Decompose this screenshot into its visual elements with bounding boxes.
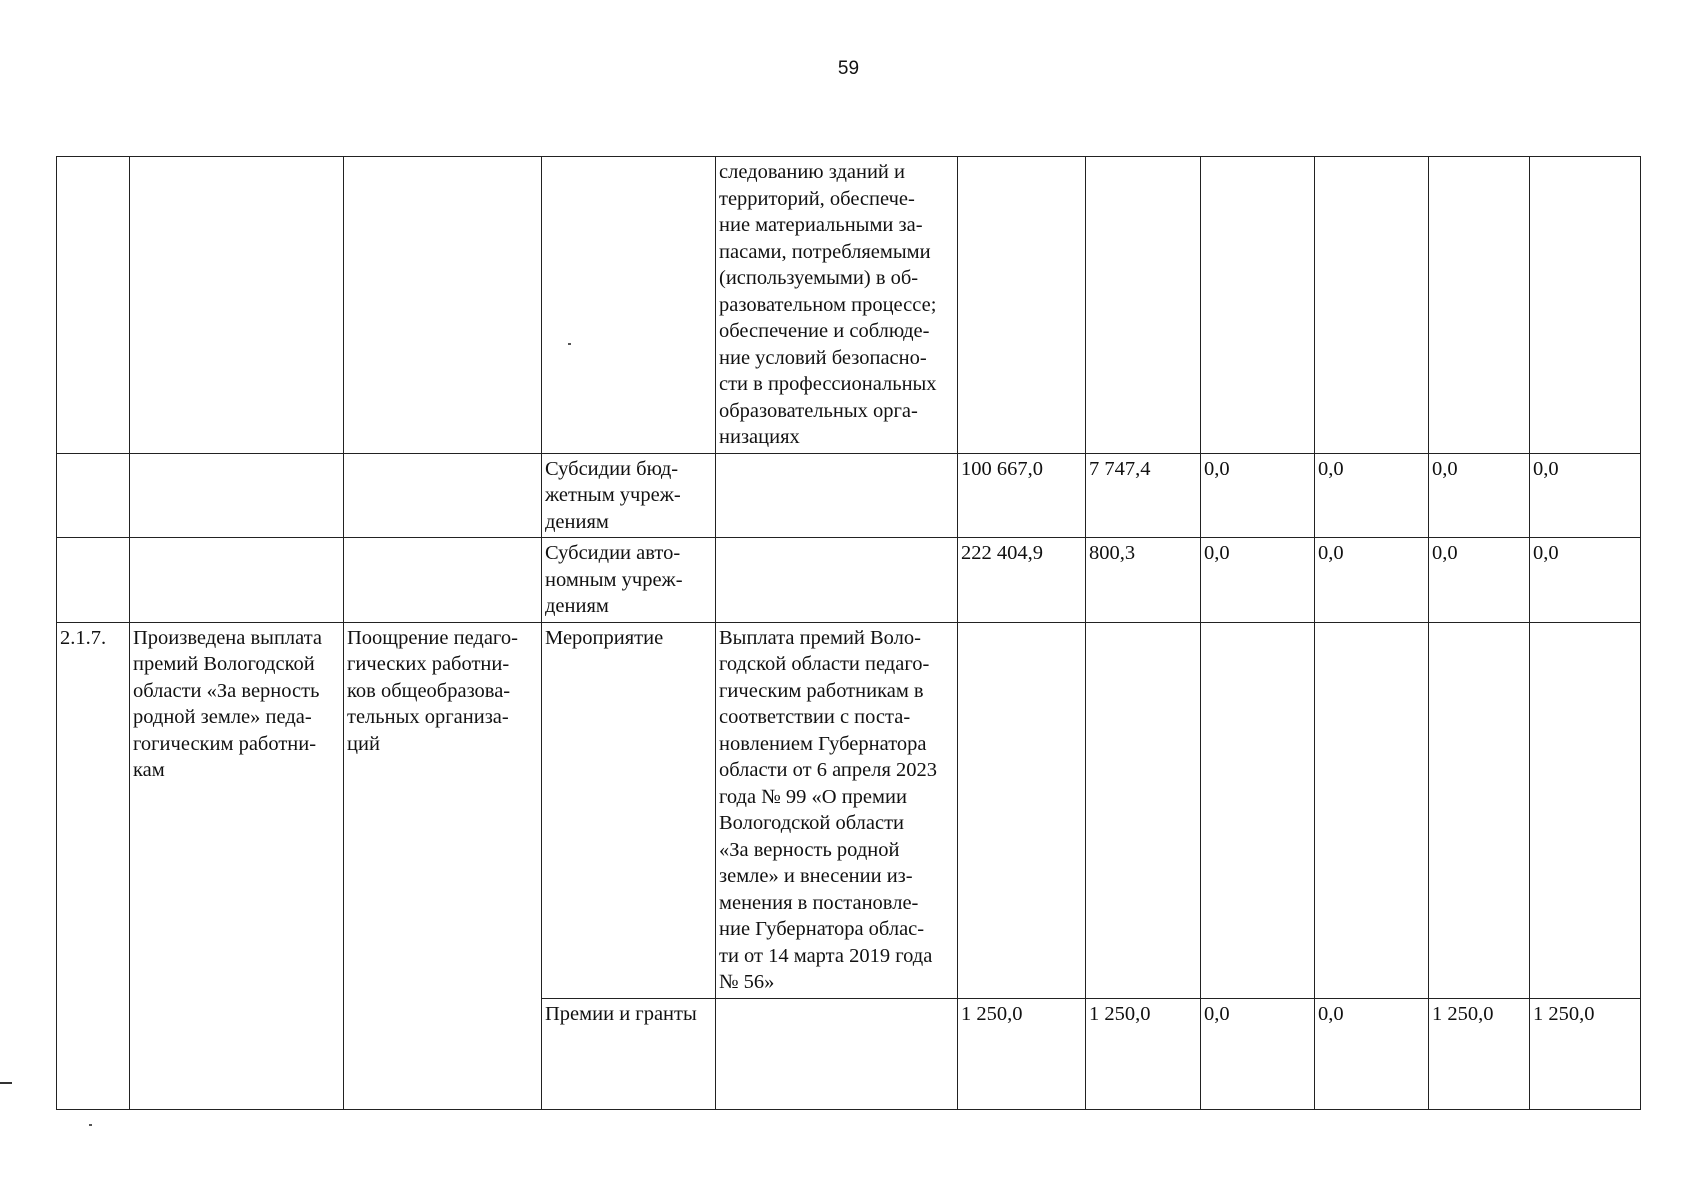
cell-value bbox=[1530, 622, 1641, 998]
cell-value: 0,0 bbox=[1429, 538, 1530, 623]
cell-value: 0,0 bbox=[1530, 453, 1641, 538]
cell-value bbox=[1429, 622, 1530, 998]
cell-value bbox=[1530, 157, 1641, 454]
cell-result bbox=[130, 453, 344, 538]
cell-value bbox=[1315, 157, 1429, 454]
cell-value: 1 250,0 bbox=[1086, 998, 1201, 1110]
cell-goal bbox=[344, 453, 542, 538]
cell-type bbox=[542, 453, 716, 538]
cell-goal bbox=[344, 157, 542, 454]
cell-value: 0,0 bbox=[1201, 538, 1315, 623]
result-text: Произведена выплата премий Вологодской области «За верность родной земле» педа- гогическим работни- кам bbox=[133, 626, 323, 781]
cell-type bbox=[542, 538, 716, 623]
cell-type: Мероприятие bbox=[542, 622, 716, 998]
table-row bbox=[57, 622, 1641, 998]
cell-result bbox=[130, 157, 344, 454]
cell-value bbox=[1086, 622, 1201, 998]
cell-value bbox=[1201, 622, 1315, 998]
cell-value bbox=[958, 622, 1086, 998]
table-row bbox=[57, 453, 1641, 538]
cell-value bbox=[1429, 157, 1530, 454]
description-text: Выплата премий Воло- годской области педаго- гическим работникам в соответствии с поста- новлением Губернатора области от 6 апреля 2023 года № 99 «О премии Вологодской области «За верность родной земле» и внесении из- менения в постановле- ние Губернатора облас- ти от 14 марта 2019 года № 56» bbox=[719, 626, 938, 993]
cell-value: 1 250,0 bbox=[1429, 998, 1530, 1110]
cell-num: 2.1.7. bbox=[57, 622, 130, 1110]
cell-value: 0,0 bbox=[1315, 998, 1429, 1110]
cell-result bbox=[130, 538, 344, 623]
cell-value: 800,3 bbox=[1086, 538, 1201, 623]
cell-value: 0,0 bbox=[1201, 998, 1315, 1110]
cell-type: Премии и гранты bbox=[542, 998, 716, 1110]
cell-value bbox=[1315, 622, 1429, 998]
cell-value bbox=[958, 157, 1086, 454]
cell-value: 0,0 bbox=[1315, 538, 1429, 623]
budget-table bbox=[56, 156, 1641, 1110]
cell-description bbox=[716, 622, 958, 998]
goal-text: Поощрение педаго- гических работни- ков общеобразова- тельных организа- ций bbox=[347, 626, 518, 755]
cell-value: 1 250,0 bbox=[958, 998, 1086, 1110]
cell-result bbox=[130, 622, 344, 1110]
cell-description bbox=[716, 538, 958, 623]
cell-value: 1 250,0 bbox=[1530, 998, 1641, 1110]
cell-value: 0,0 bbox=[1429, 453, 1530, 538]
cell-value bbox=[1201, 157, 1315, 454]
scan-speck bbox=[568, 343, 571, 345]
type-text: Субсидии авто- номным учреж- дениям bbox=[545, 542, 683, 617]
table-row bbox=[57, 157, 1641, 454]
cell-description bbox=[716, 157, 958, 454]
cell-value: 0,0 bbox=[1315, 453, 1429, 538]
cell-value: 222 404,9 bbox=[958, 538, 1086, 623]
cell-description bbox=[716, 453, 958, 538]
cell-value: 100 667,0 bbox=[958, 453, 1086, 538]
type-text: Субсидии бюд- жетным учреж- дениям bbox=[545, 457, 681, 533]
cell-value: 0,0 bbox=[1530, 538, 1641, 623]
description-text: следованию зданий и территорий, обеспече- ние материальными за- пасами, потребляемыми (используемыми) в об- разовательном процессе; обеспечение и соблюде- ние условий безопасно- сти в профессиональных образовательных орга- низациях bbox=[719, 161, 937, 448]
scan-speck bbox=[89, 1124, 92, 1126]
page-number: 59 bbox=[837, 58, 860, 79]
cell-value: 0,0 bbox=[1201, 453, 1315, 538]
cell-goal bbox=[344, 622, 542, 1110]
cell-description bbox=[716, 998, 958, 1110]
cell-value: 7 747,4 bbox=[1086, 453, 1201, 538]
cell-value bbox=[1086, 157, 1201, 454]
scan-edge-mark bbox=[0, 1082, 12, 1084]
table-row bbox=[57, 538, 1641, 623]
cell-num bbox=[57, 157, 130, 454]
cell-goal bbox=[344, 538, 542, 623]
cell-type bbox=[542, 157, 716, 454]
cell-num bbox=[57, 453, 130, 538]
cell-num bbox=[57, 538, 130, 623]
